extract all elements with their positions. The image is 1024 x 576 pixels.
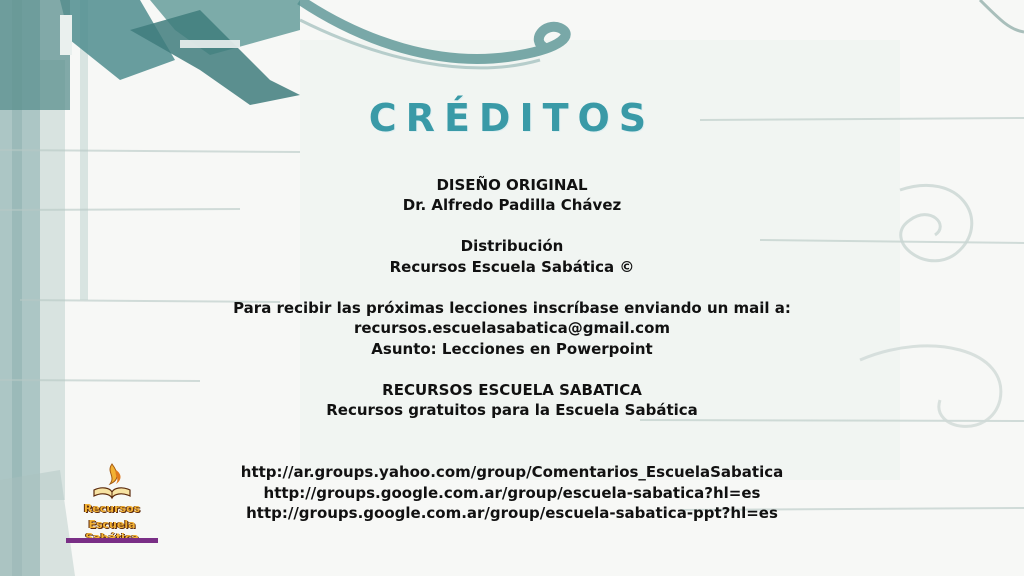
link-google-group-ppt[interactable]: http://groups.google.com.ar/group/escuela-sabatica-ppt?hl=es [246, 504, 778, 522]
logo [64, 462, 160, 544]
link-google-group[interactable]: http://groups.google.com.ar/group/escuela-sabatica?hl=es [263, 484, 761, 502]
distribution-heading: Distribución [460, 237, 564, 255]
org-tagline: Recursos gratuitos para la Escuela Sabática [326, 401, 698, 419]
logo-line-1: Recursos [83, 502, 141, 515]
email-subject: Asunto: Lecciones en Powerpoint [371, 340, 653, 358]
org-heading: RECURSOS ESCUELA SABATICA [382, 381, 642, 399]
subscribe-text: Para recibir las próximas lecciones inscríbase enviando un mail a: [233, 299, 791, 317]
distribution-name: Recursos Escuela Sabática © [389, 258, 635, 276]
design-author: Dr. Alfredo Padilla Chávez [402, 196, 622, 214]
page-title: CRÉDITOS [368, 96, 656, 140]
email-address[interactable]: recursos.escuelasabatica@gmail.com [353, 319, 671, 337]
design-heading: DISEÑO ORIGINAL [436, 176, 588, 194]
logo-underline [66, 538, 158, 543]
logo-line-2: Escuela [88, 518, 136, 531]
link-yahoo-group[interactable]: http://ar.groups.yahoo.com/group/Comentarios_EscuelaSabatica [240, 463, 784, 481]
bible-flame-icon [64, 462, 160, 502]
